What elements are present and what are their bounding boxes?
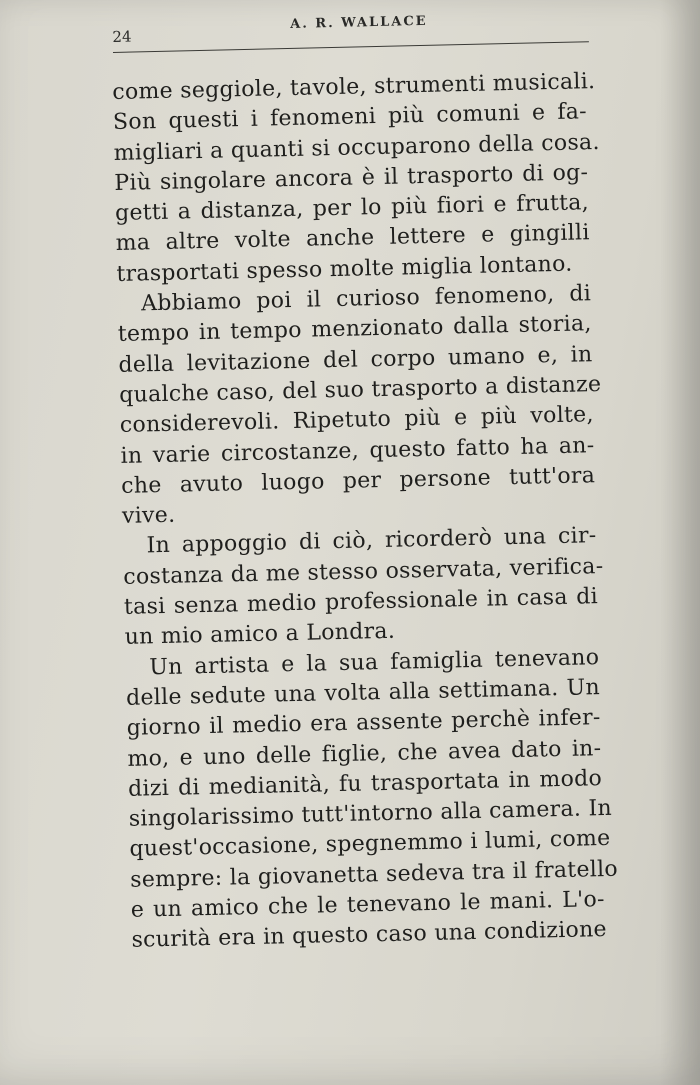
text-line: Abbiamo poi il curioso fenomeno, di — [140, 281, 592, 317]
paragraph-3 — [122, 522, 604, 654]
page-number: 24 — [112, 27, 132, 46]
text-line: mo, e uno delle figlie, che avea dato in- — [127, 735, 602, 772]
page-header — [112, 7, 590, 44]
text-line: scurità era in questo caso una condizione — [131, 917, 608, 954]
text-line: della levitazione del corpo umano e, in — [118, 341, 593, 378]
text-line: un mio amico a Londra. — [124, 619, 396, 651]
text-line: tasi senza medio professionale in casa di — [123, 584, 599, 620]
text-line: Son questi i fenomeni più comuni e fa- — [112, 99, 588, 136]
text-line: ma altre volte anche lettere e gingilli — [115, 220, 590, 257]
text-line: migliari a quanti si occuparono della cosa. — [113, 129, 601, 166]
paragraph-4 — [125, 643, 619, 957]
text-line: quest'occasione, spegnemmo i lumi, come — [129, 826, 611, 863]
text-line: e un amico che le tenevano le mani. L'o- — [130, 887, 606, 923]
text-line: trasportati spesso molte miglia lontano. — [116, 251, 573, 287]
header-rule — [113, 41, 589, 53]
text-line: delle sedute una volta alla settimana. Un — [125, 675, 601, 711]
paragraph-1 — [112, 67, 601, 290]
text-line: getti a distanza, per lo più fiori e frutta, — [114, 190, 590, 227]
text-line: Più singolare ancora è il trasporto di og- — [114, 160, 589, 196]
text-line: costanza da me stesso osservata, verifica- — [123, 553, 604, 590]
text-line: in varie circostanze, questo fatto ha an- — [120, 432, 595, 469]
text-line: come seggiole, tavole, strumenti musicali. — [112, 69, 596, 105]
text-line: tempo in tempo menzionato dalla storia, — [117, 311, 592, 348]
running-head: A. R. WALLACE — [290, 13, 428, 32]
text-line: giorno il medio era assente perchè infer- — [126, 705, 601, 742]
text-line: considerevoli. Ripetuto più e più volte, — [119, 402, 595, 439]
text-line: singolarissimo tutt'intorno alla camera. In — [128, 795, 613, 832]
text-line: In appoggio di ciò, ricorderò una cir- — [146, 523, 597, 559]
text-line: vive. — [121, 502, 176, 530]
text-line: dizi di medianità, fu trasportata in modo — [127, 765, 603, 802]
text-line: Un artista e la sua famiglia tenevano — [149, 644, 600, 680]
text-line: sempre: la giovanetta sedeva tra il fratello — [129, 856, 619, 893]
text-line: che avuto luogo per persone tutt'ora — [120, 463, 596, 499]
paragraph-2 — [117, 279, 602, 532]
text-line: qualche caso, del suo trasporto a distanze — [118, 371, 602, 408]
body-text — [112, 67, 619, 956]
